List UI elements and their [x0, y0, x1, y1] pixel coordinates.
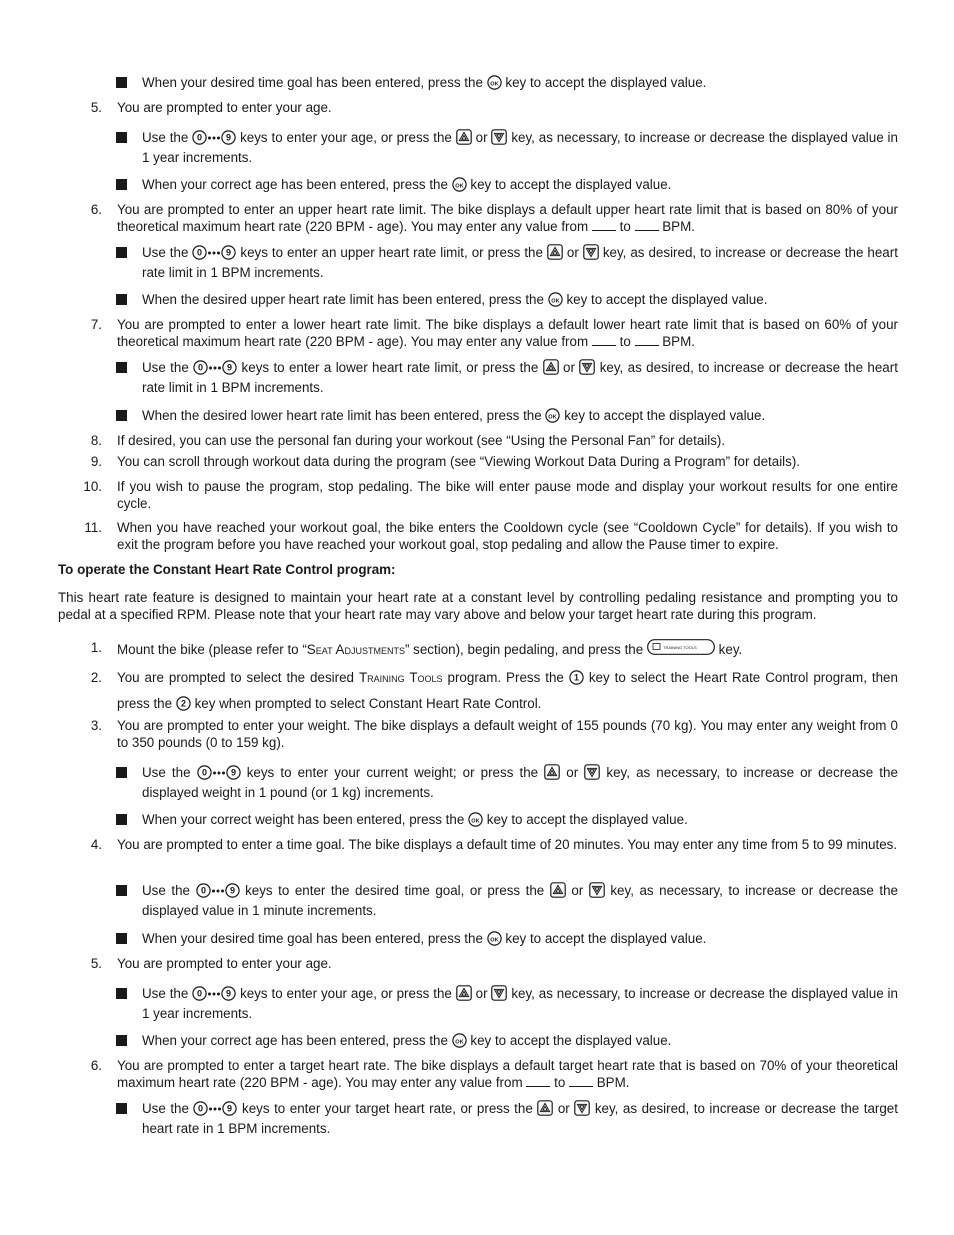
svg-text:0: 0 [197, 132, 203, 143]
ok-key-icon [548, 292, 563, 311]
up-key-icon [456, 129, 472, 149]
zero-key-icon [196, 883, 211, 902]
nine-key-icon [225, 883, 240, 902]
svg-text:0: 0 [198, 1103, 204, 1114]
svg-text:0: 0 [197, 988, 203, 999]
svg-text:9: 9 [227, 362, 233, 373]
nine-key-icon [222, 360, 237, 379]
svg-text:OK: OK [489, 937, 499, 944]
training-tools-key-icon [647, 639, 715, 659]
up-key-icon [537, 1100, 553, 1120]
up-key-icon [544, 764, 560, 784]
nine-key-icon [221, 245, 236, 264]
up-key-icon [456, 985, 472, 1005]
down-key-icon [584, 764, 600, 784]
down-key-icon [589, 882, 605, 902]
svg-text:1: 1 [573, 672, 579, 683]
ok-key-icon [452, 177, 467, 196]
down-key-icon [579, 359, 595, 379]
blank-line [635, 334, 659, 346]
svg-text:9: 9 [227, 1103, 233, 1114]
svg-text:9: 9 [230, 767, 236, 778]
svg-text:OK: OK [471, 818, 480, 825]
bullet-marker [116, 77, 127, 88]
svg-text:OK: OK [489, 81, 499, 88]
ok-key-icon [487, 75, 502, 94]
ok-key-icon [487, 931, 502, 950]
ok-key-icon [468, 812, 483, 831]
down-key-icon [491, 985, 507, 1005]
ellipsis-icon [207, 245, 221, 264]
blank-line [592, 334, 616, 346]
svg-text:OK: OK [548, 414, 558, 421]
svg-text:0: 0 [197, 247, 203, 258]
ellipsis-icon [207, 130, 221, 149]
ellipsis-icon [208, 1101, 222, 1120]
svg-text:0: 0 [198, 362, 204, 373]
svg-text:0: 0 [201, 767, 207, 778]
zero-key-icon [193, 1101, 208, 1120]
svg-text:TRAINING TOOLS: TRAINING TOOLS [662, 645, 697, 650]
svg-text:2: 2 [180, 698, 186, 709]
svg-text:9: 9 [226, 988, 232, 999]
manual-page: When your desired time goal has been entered, press the OK key to accept the displayed value. 5. You are prompted to enter your age. Use the 0 9 keys to enter your age, or press the or key, as necessary, to increase or decrease the displayed value in 1 year increments. When your correct age has been entered, press the OK key to accept the displayed value. 6. You are prompted to enter an upper heart rate limit. The bike displays a default upper heart rate limit that is based on 80% of your theoretical maximum heart rate (220 BPM - age). You may enter any value from to BPM. Use the 0 9 keys to enter an upper heart rate limit, or press the or key, as desired, to increase or decrease the heart rate limit in 1 BPM increments. When the desired upper heart rate limit has been entered, press the OK key to accept the displayed value. 7. You are prompted to enter a lower heart rate limit. The bike displays a default lower heart rate limit that is based on 60% of your theoretical maximum heart rate (220 BPM - age). You may enter any value from to BPM. Use the 0 9 keys to enter a lower heart rate limit, or press the or key, as desired, to increase or decrease the heart rate limit in 1 BPM increments. When the desired lower heart rate limit has been entered, press the OK key to accept the displayed value. 8. If desired, you can use the personal fan during your workout (see “Using the Personal Fan” for details). 9. You can scroll through workout data during the program (see “Viewing Workout Data During a Program” for details). 10. If you wish to pause the program, stop pedaling. The bike will enter pause mode and display your workout results for one entire cycle. 11. When you have reached your workout goal, the bike enters the Cooldown cycle (see “Cooldown Cycle” for details). If you wish to exit the program before you have reached your workout goal, stop pedaling and allow the Pause timer to expire. To operate the Constant Heart Rate Control program: This heart rate feature is designed to maintain your heart rate at a constant level by controlling pedaling resistance and prompting you to pedal at a specified RPM. Please note that your heart rate may vary above and below your target heart rate during this program. 1. Mount the bike (please refer to “Seat Adjustments” section), begin pedaling, and press the TRAINING TOOLS key. 2. You are prompted to select the desired Training Tools program. Press the 1 key to select the Heart Rate Control program, then press the 2 key when prompted to select Constant Heart Rate Control. 3. You are prompted to enter your weight. The bike displays a default weight of 155 pounds (70 kg). You may enter any weight from 0 to 350 pounds (0 to 159 kg). Use the 0 9 keys to enter your current weight; or press the or key, as necessary, to increase or decrease the displayed weight in 1 pound (or 1 kg) increments. When your correct weight has been entered, press the OK key to accept the displayed value. 4. You are prompted to enter a time goal. The bike displays a default time of 20 minutes. You may enter any time from 5 to 99 minutes. Use the 0 9 keys to enter the desired time goal, or press the or key, as necessary, to increase or decrease the displayed value in 1 minute increments. When your desired time goal has been entered, press the OK key to accept the displayed value. 5. You are prompted to enter your age. Use the 0 9 keys to enter your age, or press the or key, as necessary, to increase or decrease the displayed value in 1 year increments. When your correct age has been entered, press the OK key to accept the displayed value. 6. You are prompted to enter a target heart rate. The bike displays a default target heart rate that is based on 70% of your theoretical maximum heart rate (220 BPM - age). You may enter any value from to BPM. Use the 0 9 keys to enter your target heart rate, or press the or key, as desired, to increase or decrease the target heart rate in 1 BPM increments. [58, 75, 898, 1136]
down-key-icon [583, 244, 599, 264]
zero-key-icon [192, 245, 207, 264]
svg-text:0: 0 [200, 885, 206, 896]
ellipsis-icon [208, 360, 222, 379]
down-key-icon [491, 129, 507, 149]
svg-text:OK: OK [454, 1039, 464, 1046]
svg-text:OK: OK [454, 183, 464, 190]
one-key-icon [569, 669, 584, 692]
up-key-icon [550, 882, 566, 902]
nine-key-icon [221, 986, 236, 1005]
blank-line [526, 1075, 550, 1087]
zero-key-icon [192, 130, 207, 149]
intro-paragraph: This heart rate feature is designed to maintain your heart rate at a constant level by controlling pedaling resistance and prompting you to pedal at a specified RPM. Please note that your heart rate may vary above and below your target heart rate during this program. [58, 590, 898, 622]
svg-text:9: 9 [226, 132, 232, 143]
up-key-icon [543, 359, 559, 379]
nine-key-icon [226, 765, 241, 784]
blank-line [592, 219, 616, 231]
svg-text:9: 9 [226, 247, 232, 258]
nine-key-icon [222, 1101, 237, 1120]
bullet-text: When your desired time goal has been entered, press the OK key to accept the displayed value. [142, 74, 898, 94]
ellipsis-icon [212, 765, 226, 784]
section-heading: To operate the Constant Heart Rate Control program: [58, 562, 396, 577]
down-key-icon [574, 1100, 590, 1120]
blank-line [635, 219, 659, 231]
ok-key-icon [452, 1033, 467, 1052]
ok-key-icon [545, 408, 560, 427]
svg-text:9: 9 [229, 885, 235, 896]
ellipsis-icon [207, 986, 221, 1005]
svg-text:OK: OK [551, 298, 560, 305]
blank-line [569, 1075, 593, 1087]
nine-key-icon [221, 130, 236, 149]
two-key-icon [176, 695, 191, 718]
ellipsis-icon [211, 883, 225, 902]
zero-key-icon [197, 765, 212, 784]
zero-key-icon [192, 986, 207, 1005]
zero-key-icon [193, 360, 208, 379]
up-key-icon [547, 244, 563, 264]
